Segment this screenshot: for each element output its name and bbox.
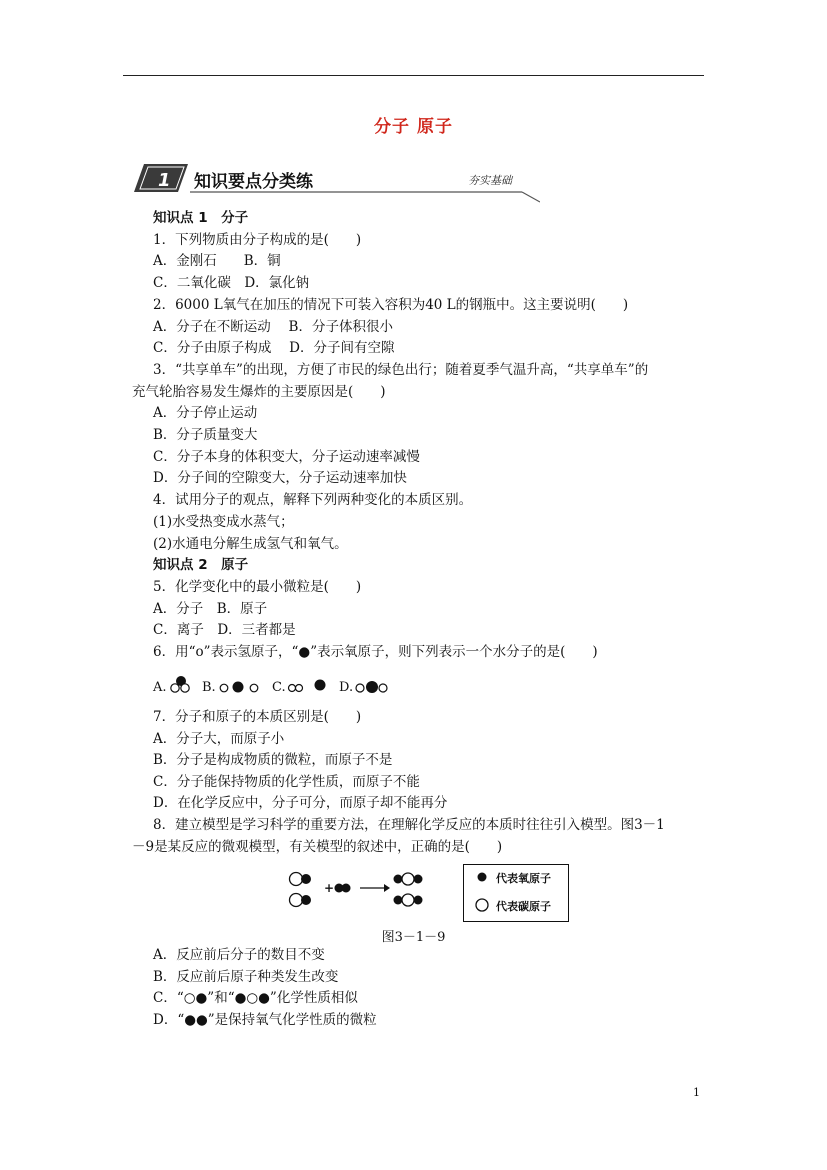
- legend-carbon-label: 代表碳原子: [496, 900, 551, 913]
- banner-title: 知识要点分类练: [194, 172, 313, 192]
- water-molecule-c-icon: [287, 677, 331, 695]
- text-line: A．分子停止运动: [153, 405, 258, 422]
- text-line: A．反应前后分子的数目不变: [153, 947, 325, 963]
- top-rule: [123, 75, 704, 76]
- reactant-co-molecules: [290, 873, 312, 907]
- legend-oxygen-label: 代表氧原子: [496, 872, 551, 885]
- q6-option-a: A.: [153, 680, 167, 695]
- plus-sign: +: [324, 881, 335, 895]
- text-line: C．分子本身的体积变大，分子运动速率减慢: [153, 448, 420, 465]
- text-line: C．离子 D．三者都是: [153, 622, 296, 639]
- text-line: B．分子是构成物质的微粒，而原子不是: [153, 752, 393, 769]
- text-line: A．分子 B．原子: [153, 600, 268, 617]
- text-line: A．分子大，而原子小: [153, 730, 285, 747]
- q6-option-d: D.: [339, 680, 354, 695]
- text-line: C．二氧化碳 D．氯化钠: [153, 275, 310, 292]
- reactant-o2-molecule: [335, 884, 351, 893]
- text-line: D．分子间的空隙变大，分子运动速率加快: [153, 470, 407, 487]
- text-line: (1)水受热变成水蒸气；: [153, 513, 294, 530]
- text-line: C．“○●”和“●○●”化学性质相似: [153, 990, 358, 1007]
- text-line: 4．试用分子的观点，解释下列两种变化的本质区别。: [153, 492, 473, 509]
- q6-option-c: C.: [272, 680, 286, 695]
- banner-number: 1: [158, 170, 171, 191]
- text-line: －9是某反应的微观模型，有关模型的叙述中，正确的是( ): [132, 838, 503, 855]
- text-line: 2．6000 L氧气在加压的情况下可装入容积为40 L的钢瓶中。这主要说明( ): [153, 296, 629, 313]
- text-line: B．反应前后原子种类发生改变: [153, 968, 339, 985]
- text-line: A．分子在不断运动 B．分子体积很小: [153, 318, 393, 335]
- text-line: C．分子能保持物质的化学性质，而原子不能: [153, 773, 420, 790]
- text-line: 充气轮胎容易发生爆炸的主要原因是( ): [132, 383, 386, 400]
- text-line: D．在化学反应中，分子可分，而原子却不能再分: [153, 795, 448, 812]
- text-line: 7．分子和原子的本质区别是( ): [153, 709, 362, 725]
- text-line: 5．化学变化中的最小微粒是( ): [153, 578, 362, 595]
- reaction-arrow: [360, 884, 390, 892]
- text-line: 3．“共享单车”的出现，方便了市民的绿色出行；随着夏季气温升高，“共享单车”的: [153, 361, 649, 378]
- figure-legend: [463, 864, 569, 922]
- text-line: 1．下列物质由分子构成的是( ): [153, 231, 362, 248]
- water-molecule-d-icon: [354, 679, 394, 695]
- text-line: B．分子质量变大: [153, 427, 258, 443]
- banner-subtitle: 夯实基础: [468, 174, 512, 187]
- text-line: D．“●●”是保持氧气化学性质的微粒: [153, 1011, 377, 1028]
- water-molecule-a-icon: [170, 676, 194, 696]
- text-line: 8．建立模型是学习科学的重要方法，在理解化学反应的本质时往往引入模型。图3－1: [153, 817, 665, 833]
- text-line: (2)水通电分解生成氢气和氧气。: [153, 535, 348, 552]
- section-heading: 知识点 2 原子: [153, 557, 249, 574]
- figure-caption: 图3－1－9: [381, 930, 446, 945]
- text-line: C．分子由原子构成 D．分子间有空隙: [153, 340, 395, 357]
- carbon-atom-icon: [474, 897, 490, 913]
- text-line: A．金刚石 B．铜: [153, 253, 281, 270]
- page-number: 1: [693, 1086, 700, 1099]
- product-co2-molecules: [394, 873, 423, 906]
- text-line: 6．用“o”表示氢原子，“●”表示氧原子，则下列表示一个水分子的是( ): [153, 644, 598, 660]
- page-title: 分子 原子: [374, 117, 453, 137]
- water-molecule-b-icon: [219, 679, 265, 695]
- q6-option-b: B.: [202, 680, 216, 695]
- section-heading: 知识点 1 分子: [153, 210, 249, 226]
- oxygen-atom-icon: [476, 871, 488, 883]
